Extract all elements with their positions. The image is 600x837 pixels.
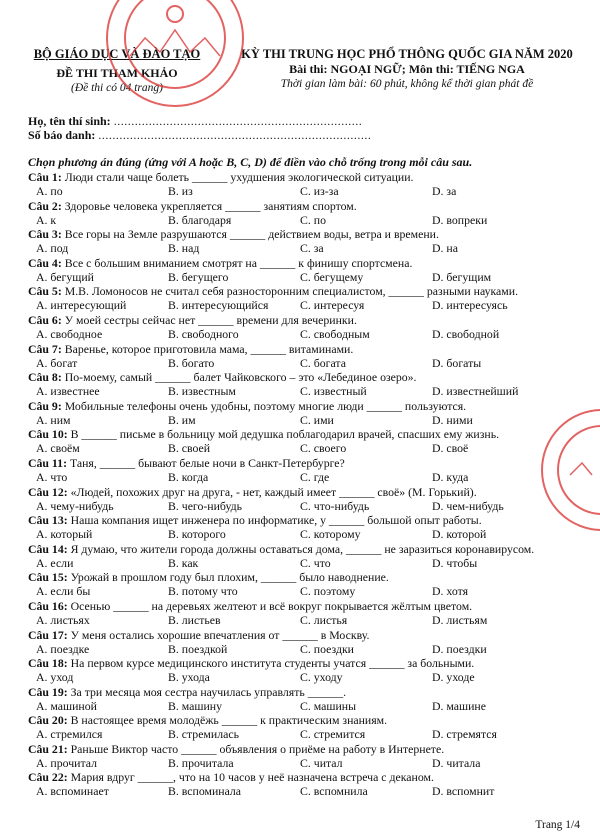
option-d: D. куда	[432, 469, 469, 484]
question-text: Люди стали чаще болеть ______ ухудшения экологической ситуации.	[64, 170, 414, 184]
option-d: D. вспомнит	[432, 784, 495, 799]
option-c: C. вспомнила	[300, 784, 368, 799]
option-d: D. богаты	[432, 355, 482, 370]
question-stem	[28, 485, 593, 499]
option-b: B. свободного	[168, 326, 239, 341]
question-text: Я думаю, что жители города должны оставаться дома, ______ не заразиться коронавирусом.	[70, 541, 535, 556]
option-a: A. если бы	[36, 584, 91, 599]
question-item	[28, 628, 593, 657]
option-a: A. своём	[36, 441, 80, 456]
option-d: D. за	[432, 184, 457, 198]
candidate-number-label: Số báo danh:	[28, 128, 96, 142]
option-a: A. поездке	[36, 641, 90, 656]
option-d: D. своё	[432, 441, 469, 456]
question-number: Câu 11:	[28, 455, 68, 470]
question-stem	[28, 770, 593, 784]
option-c: C. из-за	[300, 184, 339, 198]
option-b: B. благодаря	[168, 212, 232, 227]
answer-options	[28, 213, 593, 227]
question-stem	[28, 256, 593, 270]
option-c: C. ими	[300, 412, 334, 427]
question-number: Câu 8:	[28, 370, 62, 385]
question-text: Урожай в прошлом году был плохим, ______ было наводнение.	[70, 570, 389, 585]
option-b: B. прочитала	[168, 755, 234, 770]
question-stem	[28, 313, 593, 327]
option-a: A. по	[36, 184, 63, 198]
option-d: D. читала	[432, 755, 481, 770]
option-b: B. стремилась	[168, 727, 239, 742]
option-a: A. чему-нибудь	[36, 498, 114, 513]
candidate-name-dots: .......................................................................	[113, 114, 363, 128]
time-line: Thời gian làm bài: 60 phút, không kể thời gian phát đề	[280, 78, 534, 90]
question-number: Câu 1:	[28, 170, 62, 184]
question-number: Câu 12:	[28, 484, 68, 499]
question-text: Мобильные телефоны очень удобны, поэтому многие люди ______ пользуются.	[64, 398, 467, 413]
option-b: B. когда	[168, 469, 209, 484]
option-c: C. поэтому	[300, 584, 356, 599]
answer-options	[28, 727, 593, 741]
option-d: D. интересуясь	[432, 298, 508, 313]
candidate-number-dots: ..............................................................................	[98, 128, 372, 142]
question-text: Здоровье человека укрепляется ______ занятиям спортом.	[64, 198, 357, 213]
question-item	[28, 713, 593, 742]
option-a: A. свободное	[36, 326, 103, 341]
question-number: Câu 7:	[28, 341, 62, 356]
question-number: Câu 19:	[28, 684, 68, 699]
question-stem	[28, 513, 593, 527]
question-stem	[28, 713, 593, 727]
question-item	[28, 770, 593, 799]
option-d: D. чем-нибудь	[432, 498, 504, 513]
option-a: A. известнее	[36, 384, 100, 399]
answer-options	[28, 384, 593, 398]
question-item	[28, 313, 593, 342]
option-c: C. читал	[300, 755, 343, 770]
question-number: Câu 2:	[28, 198, 62, 213]
option-b: B. ухода	[168, 670, 210, 685]
option-b: B. над	[168, 241, 200, 256]
option-b: B. поездкой	[168, 641, 228, 656]
question-text: В настоящее время молодёжь ______ к практическим знаниям.	[70, 713, 388, 728]
option-a: A. что	[36, 469, 68, 484]
question-text: На первом курсе медицинского института студенты учатся ______ за больными.	[70, 656, 475, 671]
option-a: A. к	[36, 212, 57, 227]
question-stem	[28, 456, 593, 470]
question-text: Варенье, которое приготовила мама, ______ витаминами.	[64, 341, 354, 356]
question-stem	[28, 227, 593, 241]
question-item	[28, 227, 593, 256]
answer-options	[28, 527, 593, 541]
option-b: B. чего-нибудь	[168, 498, 243, 513]
option-c: C. известный	[300, 384, 367, 399]
option-d: D. стремятся	[432, 727, 497, 742]
answer-options	[28, 556, 593, 570]
question-item	[28, 599, 593, 628]
exam-kind: ĐỀ THI THAM KHẢO	[56, 66, 178, 80]
question-text: Все с большим вниманием смотрят на ______ к финишу спортсмена.	[64, 255, 413, 270]
question-item	[28, 284, 593, 313]
question-text: Таня, ______ бывают белые ночи в Санкт-Петербурге?	[69, 455, 345, 470]
question-stem	[28, 742, 593, 756]
question-item	[28, 570, 593, 599]
question-text: Мария вдруг ______, что на 10 часов у неё назначена встреча с деканом.	[70, 770, 434, 785]
answer-options	[28, 241, 593, 255]
option-c: C. богата	[300, 355, 346, 370]
question-list	[28, 170, 593, 799]
option-c: C. что-нибудь	[300, 498, 370, 513]
option-a: A. машиной	[36, 698, 97, 713]
option-d: D. машине	[432, 698, 486, 713]
answer-options	[28, 642, 593, 656]
option-b: B. листьев	[168, 612, 221, 627]
option-b: B. бегущего	[168, 269, 229, 284]
option-c: C. где	[300, 469, 330, 484]
option-c: C. интересуя	[300, 298, 365, 313]
answer-options	[28, 441, 593, 455]
option-d: D. свободной	[432, 326, 500, 341]
option-d: D. чтобы	[432, 555, 478, 570]
question-text: У моей сестры сейчас нет ______ времени для вечеринки.	[64, 312, 357, 327]
question-stem	[28, 656, 593, 670]
option-b: B. им	[168, 412, 196, 427]
official-stamp-top	[100, 0, 250, 118]
option-a: A. бегущий	[36, 269, 94, 284]
question-item	[28, 342, 593, 371]
answer-options	[28, 470, 593, 484]
answer-options	[28, 613, 593, 627]
question-text: У меня остались хорошие впечатления от ______ в Москву.	[70, 627, 370, 642]
question-item	[28, 370, 593, 399]
option-b: B. из	[168, 184, 193, 198]
option-b: B. вспоминала	[168, 784, 242, 799]
option-b: B. машину	[168, 698, 222, 713]
question-stem	[28, 427, 593, 441]
option-d: D. листьям	[432, 612, 488, 627]
question-number: Câu 5:	[28, 284, 62, 299]
question-text: Все горы на Земле разрушаются ______ действием воды, ветра и времени.	[64, 227, 439, 242]
answer-options	[28, 184, 593, 198]
question-item	[28, 427, 593, 456]
question-item	[28, 256, 593, 285]
question-number: Câu 15:	[28, 570, 68, 585]
question-item	[28, 170, 593, 199]
question-item	[28, 199, 593, 228]
question-number: Câu 21:	[28, 741, 68, 756]
answer-options	[28, 413, 593, 427]
option-a: A. под	[36, 241, 69, 256]
question-text: М.В. Ломоносов не считал себя разносторонним специалистом, ______ разными науками.	[64, 284, 519, 299]
subject-line: Bài thi: NGOẠI NGỮ; Môn thi: TIẾNG NGA	[289, 62, 525, 76]
option-d: D. вопреки	[432, 212, 488, 227]
option-d: D. которой	[432, 527, 487, 542]
question-stem	[28, 170, 593, 184]
option-c: C. уходу	[300, 670, 343, 685]
option-b: B. потому что	[168, 584, 238, 599]
option-a: A. уход	[36, 670, 74, 685]
candidate-number-line	[28, 128, 371, 142]
exam-title: KỲ THI TRUNG HỌC PHỔ THÔNG QUỐC GIA NĂM 2020	[241, 47, 573, 61]
question-number: Câu 10:	[28, 427, 68, 442]
option-c: C. по	[300, 212, 326, 227]
question-text: Раньше Виктор часто ______ объявления о приёме на работу в Интернете.	[70, 741, 445, 756]
question-item	[28, 742, 593, 771]
question-number: Câu 9:	[28, 398, 62, 413]
question-item	[28, 542, 593, 571]
header-right	[222, 47, 592, 91]
option-a: A. если	[36, 555, 74, 570]
answer-options	[28, 784, 593, 798]
option-c: C. бегущему	[300, 269, 364, 284]
question-number: Câu 20:	[28, 713, 68, 728]
question-item	[28, 685, 593, 714]
option-c: C. что	[300, 555, 331, 570]
question-stem	[28, 370, 593, 384]
answer-options	[28, 356, 593, 370]
option-c: C. которому	[300, 527, 361, 542]
option-b: B. своей	[168, 441, 211, 456]
question-item	[28, 513, 593, 542]
option-b: B. которого	[168, 527, 226, 542]
question-item	[28, 399, 593, 428]
page-number: Trang 1/4	[535, 819, 580, 831]
option-c: C. своего	[300, 441, 347, 456]
option-a: A. прочитал	[36, 755, 97, 770]
question-stem	[28, 542, 593, 556]
option-b: B. интересующийся	[168, 298, 269, 313]
question-stem	[28, 199, 593, 213]
option-d: D. ними	[432, 412, 473, 427]
question-number: Câu 16:	[28, 598, 68, 613]
question-item	[28, 656, 593, 685]
option-c: C. машины	[300, 698, 357, 713]
option-d: D. известнейший	[432, 384, 519, 399]
instructions: Chọn phương án đúng (ứng với A hoặc B, C, D) để điền vào chỗ trống trong mỗi câu sau.	[28, 155, 473, 169]
question-item	[28, 456, 593, 485]
question-number: Câu 4:	[28, 255, 62, 270]
question-stem	[28, 570, 593, 584]
question-text: За три месяца моя сестра научилась управлять ______.	[70, 684, 347, 699]
question-stem	[28, 284, 593, 298]
candidate-name-label: Họ, tên thí sinh:	[28, 114, 111, 128]
option-d: D. на	[432, 241, 458, 256]
question-text: «Людей, похожих друг на друга, - нет, каждый имеет ______ своё» (М. Горький).	[70, 484, 477, 499]
option-a: A. интересующий	[36, 298, 127, 313]
question-text: В ______ письме в больницу мой дедушка поблагодарил врачей, спасших ему жизнь.	[70, 427, 500, 442]
option-c: C. за	[300, 241, 324, 256]
answer-options	[28, 756, 593, 770]
question-number: Câu 6:	[28, 312, 62, 327]
option-c: C. свободным	[300, 326, 370, 341]
option-a: A. листьях	[36, 612, 90, 627]
answer-options	[28, 327, 593, 341]
question-text: По-моему, самый ______ балет Чайковского – это «Лебединое озеро».	[64, 370, 417, 385]
option-d: D. хотя	[432, 584, 469, 599]
option-d: D. уходе	[432, 670, 475, 685]
question-number: Câu 22:	[28, 770, 68, 785]
option-a: A. богат	[36, 355, 78, 370]
question-stem	[28, 628, 593, 642]
option-a: A. стремился	[36, 727, 103, 742]
option-a: A. ним	[36, 412, 71, 427]
option-b: B. богато	[168, 355, 215, 370]
question-text: Наша компания ищет инженера по информатике, у ______ большой опыт работы.	[70, 513, 482, 528]
option-d: D. поездки	[432, 641, 487, 656]
question-number: Câu 13:	[28, 513, 68, 528]
official-stamp-right	[530, 405, 600, 535]
question-number: Câu 14:	[28, 541, 68, 556]
answer-options	[28, 270, 593, 284]
question-stem	[28, 399, 593, 413]
question-number: Câu 17:	[28, 627, 68, 642]
answer-options	[28, 584, 593, 598]
answer-options	[28, 670, 593, 684]
option-c: C. поездки	[300, 641, 354, 656]
option-c: C. стремится	[300, 727, 366, 742]
answer-options	[28, 298, 593, 312]
question-text: Осенью ______ на деревьях желтеют и всё вокруг покрывается жёлтым цветом.	[70, 598, 473, 613]
option-b: B. известным	[168, 384, 236, 399]
page-count-note: (Đề thi có 04 trang)	[71, 82, 163, 94]
option-a: A. вспоминает	[36, 784, 109, 799]
question-stem	[28, 599, 593, 613]
answer-options	[28, 499, 593, 513]
ministry-name: BỘ GIÁO DỤC VÀ ĐÀO TẠO	[33, 47, 201, 61]
question-item	[28, 485, 593, 514]
question-number: Câu 18:	[28, 656, 68, 671]
option-d: D. бегущим	[432, 269, 492, 284]
option-c: C. листья	[300, 612, 348, 627]
answer-options	[28, 699, 593, 713]
question-stem	[28, 685, 593, 699]
question-number: Câu 3:	[28, 227, 62, 242]
option-b: B. как	[168, 555, 199, 570]
option-a: A. который	[36, 527, 93, 542]
question-stem	[28, 342, 593, 356]
